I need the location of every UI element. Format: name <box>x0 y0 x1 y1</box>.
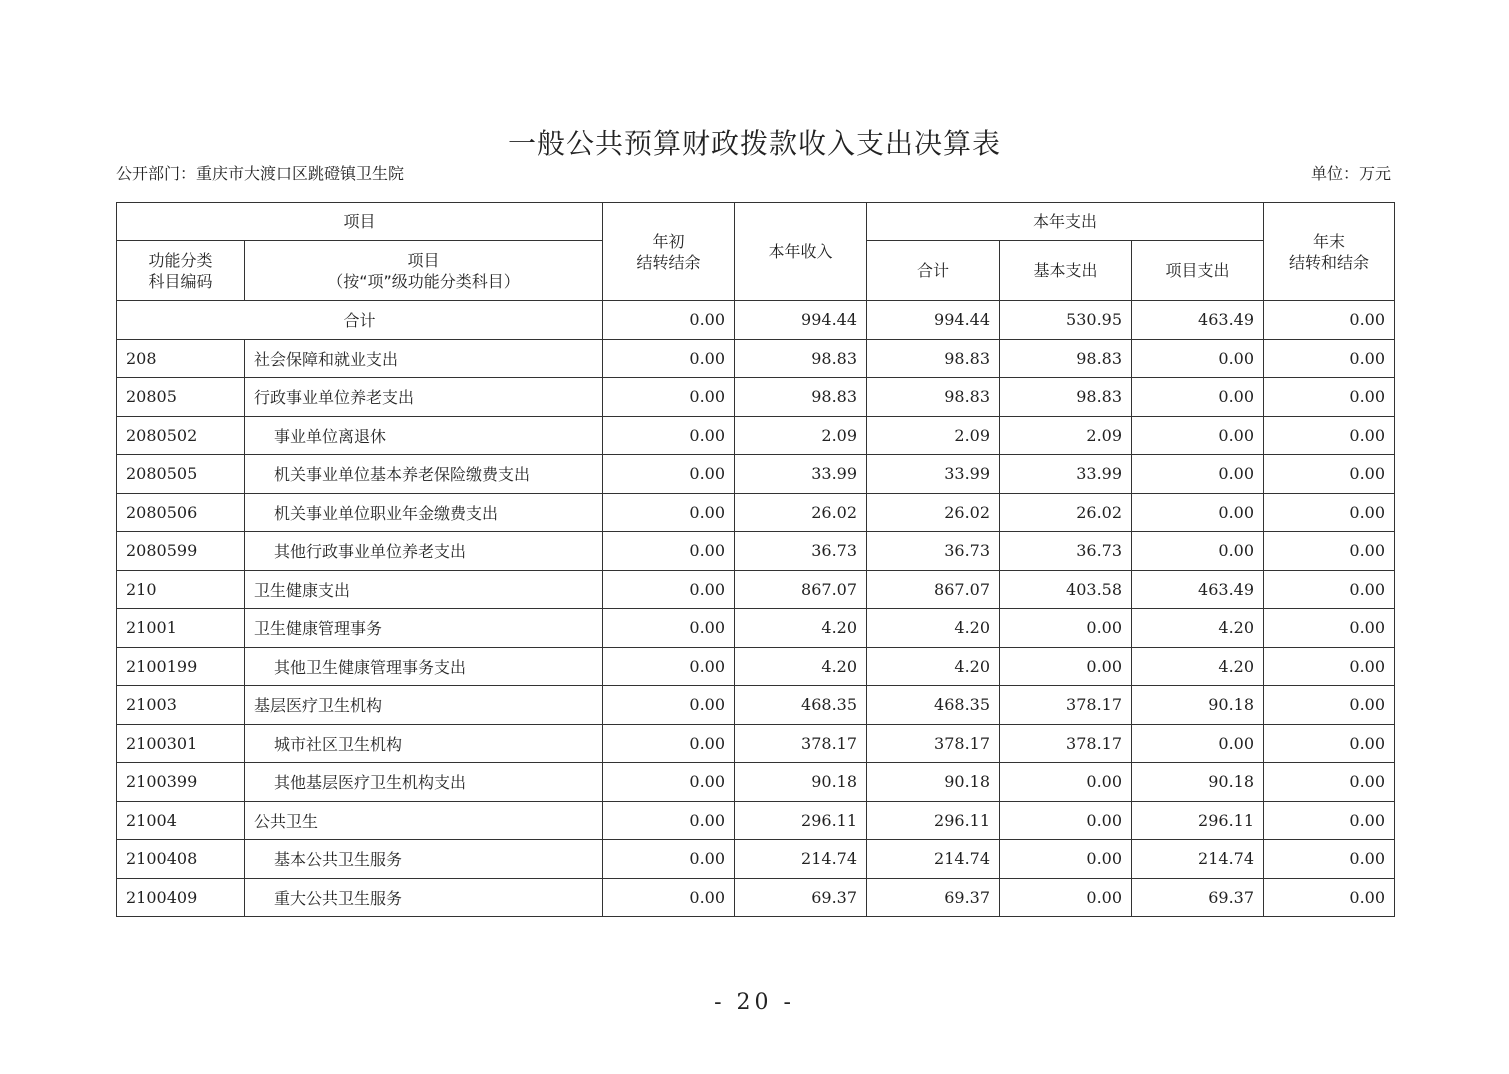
page-number: - 20 - <box>714 990 795 1015</box>
row-exp-project: 4.20 <box>1132 609 1264 648</box>
row-income: 69.37 <box>735 878 867 917</box>
row-closing: 0.00 <box>1264 801 1395 840</box>
row-exp-total: 33.99 <box>867 455 1000 494</box>
row-exp-project: 0.00 <box>1132 724 1264 763</box>
row-name: 卫生健康支出 <box>245 570 603 609</box>
row-exp-basic: 26.02 <box>1000 493 1132 532</box>
row-closing: 0.00 <box>1264 647 1395 686</box>
header-exp-total: 合计 <box>867 241 1000 301</box>
header-item <box>245 241 603 301</box>
header-item-line2: （按“项”级功能分类科目） <box>327 271 520 291</box>
row-closing: 0.00 <box>1264 570 1395 609</box>
table-row <box>117 339 1395 378</box>
row-closing: 0.00 <box>1264 763 1395 802</box>
row-name: 社会保障和就业支出 <box>245 339 603 378</box>
row-exp-basic: 378.17 <box>1000 724 1132 763</box>
row-code: 2100301 <box>117 724 245 763</box>
row-exp-project: 0.00 <box>1132 493 1264 532</box>
row-code: 2080599 <box>117 532 245 571</box>
table-row <box>117 570 1395 609</box>
row-code: 2100399 <box>117 763 245 802</box>
row-opening: 0.00 <box>603 686 735 725</box>
row-closing: 0.00 <box>1264 878 1395 917</box>
row-exp-total: 26.02 <box>867 493 1000 532</box>
table-row <box>117 878 1395 917</box>
header-code <box>117 241 245 301</box>
row-exp-project: 0.00 <box>1132 378 1264 417</box>
row-exp-total: 4.20 <box>867 647 1000 686</box>
department-label: 公开部门：重庆市大渡口区跳磴镇卫生院 <box>116 164 405 183</box>
row-income: 296.11 <box>735 801 867 840</box>
header-expense-group: 本年支出 <box>867 203 1264 241</box>
table-row <box>117 840 1395 879</box>
row-exp-basic: 2.09 <box>1000 416 1132 455</box>
row-income: 214.74 <box>735 840 867 879</box>
row-closing: 0.00 <box>1264 416 1395 455</box>
row-exp-total: 378.17 <box>867 724 1000 763</box>
row-income: 4.20 <box>735 609 867 648</box>
row-exp-basic: 403.58 <box>1000 570 1132 609</box>
total-opening: 0.00 <box>603 301 735 340</box>
row-closing: 0.00 <box>1264 609 1395 648</box>
row-exp-total: 69.37 <box>867 878 1000 917</box>
row-exp-total: 98.83 <box>867 378 1000 417</box>
row-exp-project: 0.00 <box>1132 339 1264 378</box>
row-income: 867.07 <box>735 570 867 609</box>
table-body <box>117 301 1395 917</box>
row-exp-total: 867.07 <box>867 570 1000 609</box>
row-exp-project: 0.00 <box>1132 455 1264 494</box>
row-exp-project: 69.37 <box>1132 878 1264 917</box>
row-code: 20805 <box>117 378 245 417</box>
row-opening: 0.00 <box>603 878 735 917</box>
row-opening: 0.00 <box>603 570 735 609</box>
row-exp-project: 0.00 <box>1132 532 1264 571</box>
row-opening: 0.00 <box>603 724 735 763</box>
total-row <box>117 301 1395 340</box>
row-closing: 0.00 <box>1264 339 1395 378</box>
row-name: 其他行政事业单位养老支出 <box>245 532 603 571</box>
table-row <box>117 378 1395 417</box>
budget-table <box>116 202 1395 917</box>
row-closing: 0.00 <box>1264 840 1395 879</box>
row-code: 2080505 <box>117 455 245 494</box>
row-closing: 0.00 <box>1264 378 1395 417</box>
header-closing-line1: 年末 <box>1313 231 1346 251</box>
row-exp-project: 4.20 <box>1132 647 1264 686</box>
row-exp-basic: 378.17 <box>1000 686 1132 725</box>
row-closing: 0.00 <box>1264 724 1395 763</box>
row-code: 2080502 <box>117 416 245 455</box>
page-title: 一般公共预算财政拨款收入支出决算表 <box>507 127 1001 160</box>
table-row <box>117 801 1395 840</box>
row-exp-total: 4.20 <box>867 609 1000 648</box>
row-exp-total: 214.74 <box>867 840 1000 879</box>
row-name: 其他基层医疗卫生机构支出 <box>245 763 603 802</box>
row-name: 行政事业单位养老支出 <box>245 378 603 417</box>
header-closing-line2: 结转和结余 <box>1289 252 1370 272</box>
row-income: 2.09 <box>735 416 867 455</box>
row-name: 公共卫生 <box>245 801 603 840</box>
table-row <box>117 686 1395 725</box>
row-income: 378.17 <box>735 724 867 763</box>
row-opening: 0.00 <box>603 647 735 686</box>
row-exp-project: 0.00 <box>1132 416 1264 455</box>
table-header <box>117 203 1395 301</box>
total-label: 合计 <box>117 301 603 340</box>
row-exp-project: 90.18 <box>1132 686 1264 725</box>
row-exp-project: 90.18 <box>1132 763 1264 802</box>
row-exp-basic: 0.00 <box>1000 801 1132 840</box>
row-name: 重大公共卫生服务 <box>245 878 603 917</box>
row-exp-total: 468.35 <box>867 686 1000 725</box>
row-exp-basic: 98.83 <box>1000 378 1132 417</box>
row-exp-basic: 0.00 <box>1000 878 1132 917</box>
total-exp-project: 463.49 <box>1132 301 1264 340</box>
table-row <box>117 609 1395 648</box>
row-income: 33.99 <box>735 455 867 494</box>
total-income: 994.44 <box>735 301 867 340</box>
row-opening: 0.00 <box>603 840 735 879</box>
row-closing: 0.00 <box>1264 493 1395 532</box>
row-code: 210 <box>117 570 245 609</box>
row-code: 2100409 <box>117 878 245 917</box>
header-exp-basic: 基本支出 <box>1000 241 1132 301</box>
row-name: 机关事业单位基本养老保险缴费支出 <box>245 455 603 494</box>
row-opening: 0.00 <box>603 609 735 648</box>
row-income: 90.18 <box>735 763 867 802</box>
row-closing: 0.00 <box>1264 686 1395 725</box>
row-opening: 0.00 <box>603 801 735 840</box>
header-opening-line1: 年初 <box>652 231 685 251</box>
row-name: 其他卫生健康管理事务支出 <box>245 647 603 686</box>
row-code: 2100199 <box>117 647 245 686</box>
header-opening <box>603 203 735 301</box>
header-project-group: 项目 <box>117 203 603 241</box>
header-exp-project: 项目支出 <box>1132 241 1264 301</box>
row-opening: 0.00 <box>603 378 735 417</box>
row-income: 36.73 <box>735 532 867 571</box>
table-row <box>117 763 1395 802</box>
row-exp-total: 98.83 <box>867 339 1000 378</box>
row-exp-total: 296.11 <box>867 801 1000 840</box>
row-code: 21003 <box>117 686 245 725</box>
row-code: 208 <box>117 339 245 378</box>
row-exp-basic: 98.83 <box>1000 339 1132 378</box>
row-name: 卫生健康管理事务 <box>245 609 603 648</box>
table-row <box>117 647 1395 686</box>
header-code-line2: 科目编码 <box>148 271 213 291</box>
row-name: 机关事业单位职业年金缴费支出 <box>245 493 603 532</box>
header-code-line1: 功能分类 <box>148 250 213 270</box>
row-name: 基本公共卫生服务 <box>245 840 603 879</box>
table-row <box>117 724 1395 763</box>
table-row <box>117 532 1395 571</box>
row-exp-project: 296.11 <box>1132 801 1264 840</box>
row-income: 468.35 <box>735 686 867 725</box>
total-exp-total: 994.44 <box>867 301 1000 340</box>
total-closing: 0.00 <box>1264 301 1395 340</box>
table-row <box>117 455 1395 494</box>
row-exp-project: 463.49 <box>1132 570 1264 609</box>
row-opening: 0.00 <box>603 339 735 378</box>
row-exp-basic: 36.73 <box>1000 532 1132 571</box>
table-row <box>117 493 1395 532</box>
row-opening: 0.00 <box>603 455 735 494</box>
row-exp-total: 36.73 <box>867 532 1000 571</box>
header-item-line1: 项目 <box>407 250 440 270</box>
row-opening: 0.00 <box>603 532 735 571</box>
row-income: 4.20 <box>735 647 867 686</box>
row-exp-project: 214.74 <box>1132 840 1264 879</box>
row-exp-total: 2.09 <box>867 416 1000 455</box>
row-exp-basic: 0.00 <box>1000 763 1132 802</box>
row-closing: 0.00 <box>1264 532 1395 571</box>
row-income: 26.02 <box>735 493 867 532</box>
row-opening: 0.00 <box>603 493 735 532</box>
row-name: 基层医疗卫生机构 <box>245 686 603 725</box>
row-name: 事业单位离退休 <box>245 416 603 455</box>
row-code: 21001 <box>117 609 245 648</box>
row-exp-basic: 0.00 <box>1000 609 1132 648</box>
total-exp-basic: 530.95 <box>1000 301 1132 340</box>
header-income: 本年收入 <box>735 203 867 301</box>
row-code: 2080506 <box>117 493 245 532</box>
row-opening: 0.00 <box>603 763 735 802</box>
row-exp-basic: 33.99 <box>1000 455 1132 494</box>
row-code: 2100408 <box>117 840 245 879</box>
row-code: 21004 <box>117 801 245 840</box>
row-income: 98.83 <box>735 378 867 417</box>
row-closing: 0.00 <box>1264 455 1395 494</box>
unit-label: 单位：万元 <box>1310 164 1391 183</box>
row-exp-basic: 0.00 <box>1000 647 1132 686</box>
row-name: 城市社区卫生机构 <box>245 724 603 763</box>
header-closing <box>1264 203 1395 301</box>
row-exp-total: 90.18 <box>867 763 1000 802</box>
table-row <box>117 416 1395 455</box>
header-opening-line2: 结转结余 <box>636 252 701 272</box>
row-exp-basic: 0.00 <box>1000 840 1132 879</box>
row-opening: 0.00 <box>603 416 735 455</box>
row-income: 98.83 <box>735 339 867 378</box>
